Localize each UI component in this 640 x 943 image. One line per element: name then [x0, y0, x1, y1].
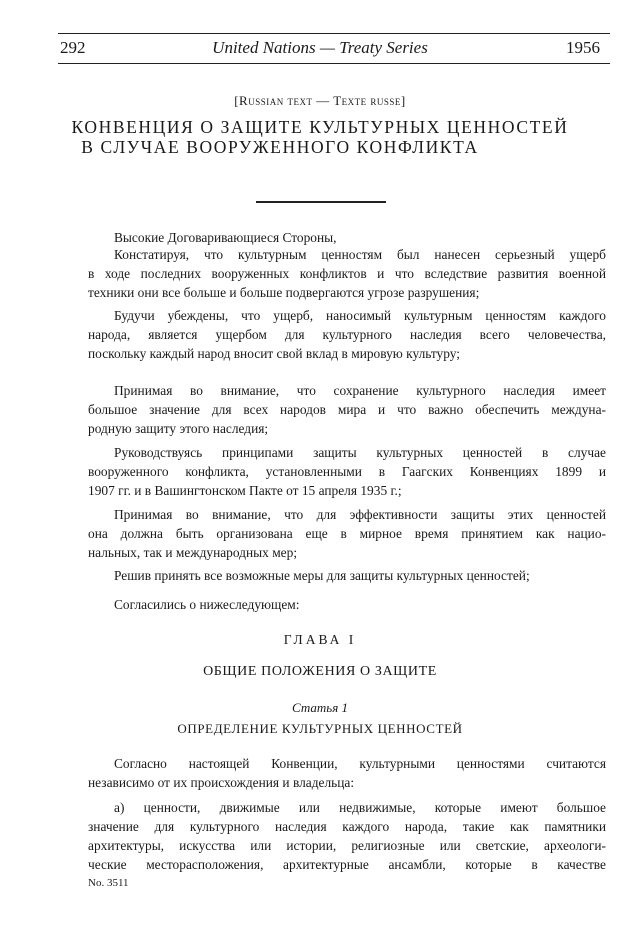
paragraph [88, 566, 606, 585]
paragraph [88, 505, 606, 562]
text-line: она должна быть организована еще в мирное время принятием как нацио- [88, 526, 606, 541]
text-line: значение для культурного наследия каждого народа, такие как памятники [88, 819, 606, 834]
page-number: 292 [60, 38, 86, 57]
paragraph [88, 595, 606, 614]
text-line: 1907 гг. и в Вашингтонском Пакте от 15 апреля 1935 г.; [88, 483, 402, 498]
text-line: ческие месторасположения, архитектурные ансамбли, которые в качестве [88, 857, 606, 872]
chapter-title: ОБЩИЕ ПОЛОЖЕНИЯ О ЗАЩИТЕ [203, 664, 437, 679]
text-line: техники они все больше и больше подвергаются угрозе разрушения; [88, 285, 480, 300]
text-line: Принимая во внимание, что сохранение культурного наследия имеет [114, 383, 606, 398]
text-line: Высокие Договаривающиеся Стороны, [114, 230, 337, 245]
paragraph [88, 381, 606, 438]
text-line: народа, является ущербом для культурного наследия всего человечества, [88, 327, 606, 342]
text-line: а) ценности, движимые или недвижимые, которые имеют большое [114, 800, 606, 815]
article-label: Статья 1 [292, 700, 348, 715]
title-separator-rule [256, 201, 386, 203]
article-title: ОПРЕДЕЛЕНИЕ КУЛЬТУРНЫХ ЦЕННОСТЕЙ [177, 721, 463, 736]
paragraph [88, 798, 606, 874]
text-line: Руководствуясь принципами защиты культурных ценностей в случае [114, 445, 606, 460]
text-line: архитектуры, искусства или истории, религиозные или светские, археологи- [88, 838, 606, 853]
text-line: вооруженного конфликта, установленными в Гаагских Конвенциях 1899 и [88, 464, 606, 479]
text-line: родную защиту этого наследия; [88, 421, 269, 436]
text-line: Согласно настоящей Конвенции, культурными ценностями считаются [114, 756, 606, 771]
paragraph [88, 754, 606, 792]
text-line: Согласились о нижеследующем: [114, 597, 300, 612]
header-bottom-rule [58, 63, 610, 64]
document-title-line-1: КОНВЕНЦИЯ О ЗАЩИТЕ КУЛЬТУРНЫХ ЦЕННОСТЕЙ [71, 117, 569, 137]
text-line: Констатируя, что культурным ценностям был нанесен серьезный ущерб [114, 247, 606, 262]
paragraph [88, 443, 606, 500]
paragraph [88, 245, 606, 302]
language-note: [Russian text — Texte russe] [234, 93, 406, 108]
year: 1956 [566, 38, 600, 57]
text-line: большое значение для всех народов мира и что важно обеспечить междуна- [88, 402, 606, 417]
running-title: United Nations — Treaty Series [212, 38, 428, 57]
document-title-line-2: В СЛУЧАЕ ВООРУЖЕННОГО КОНФЛИКТА [81, 137, 479, 157]
text-line: нальных, так и международных мер; [88, 545, 298, 560]
text-line: в ходе последних вооруженных конфликтов и что вследствие развития военной [88, 266, 606, 281]
text-line: поскольку каждый народ вносит свой вклад в мировую культуру; [88, 346, 460, 361]
text-line: Будучи убеждены, что ущерб, наносимый культурным ценностям каждого [114, 308, 606, 323]
treaty-number: No. 3511 [88, 877, 129, 889]
text-line: независимо от их происхождения и владельца: [88, 775, 355, 790]
paragraph [88, 306, 606, 363]
chapter-label: ГЛАВА I [283, 632, 357, 647]
header-top-rule [58, 33, 610, 34]
text-line: Принимая во внимание, что для эффективности защиты этих ценностей [114, 507, 606, 522]
text-line: Решив принять все возможные меры для защиты культурных ценностей; [114, 568, 530, 583]
